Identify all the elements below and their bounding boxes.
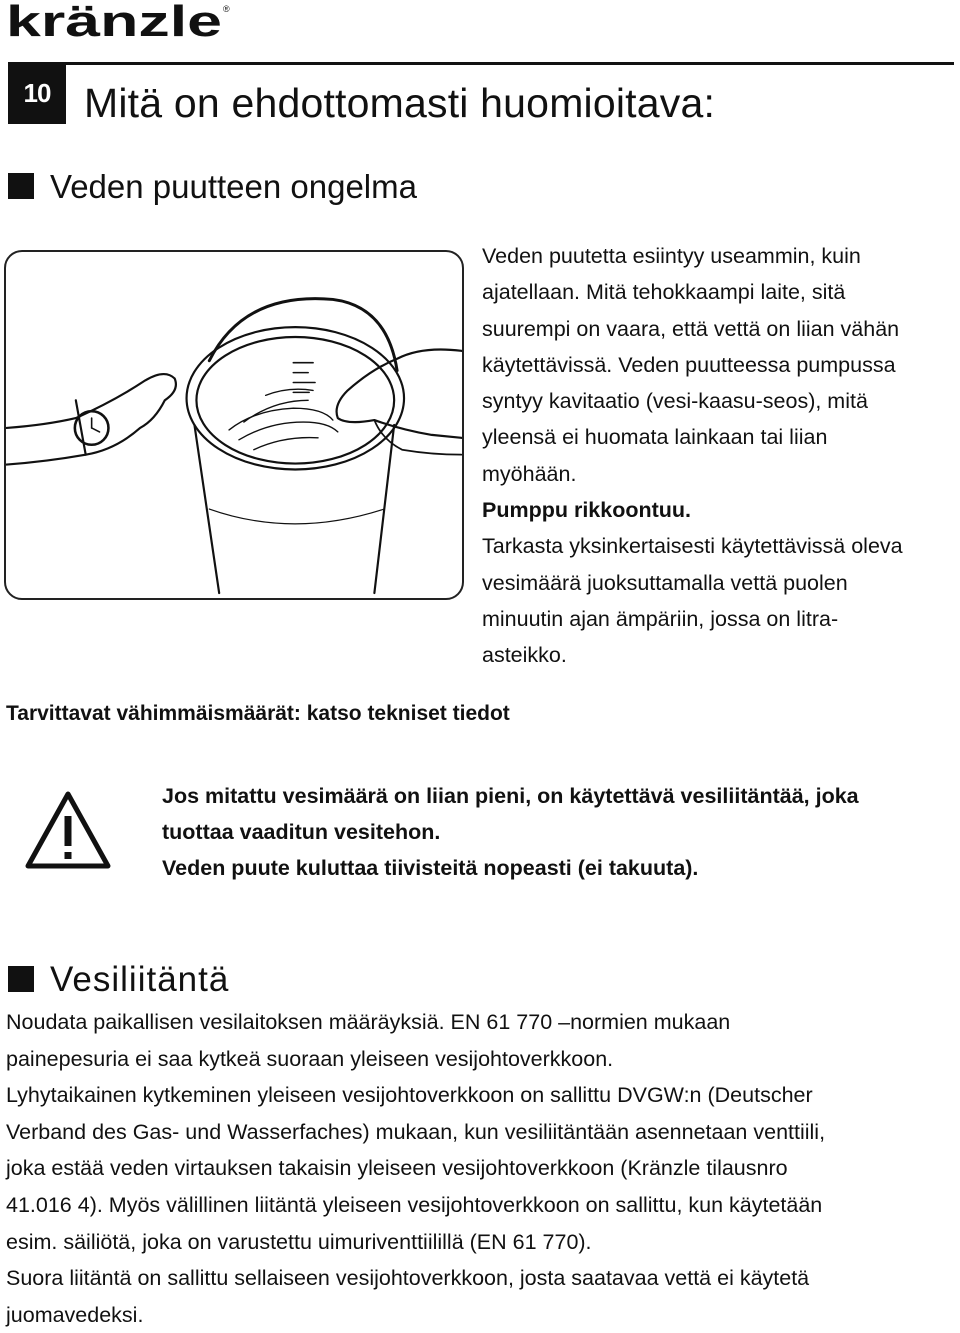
warning-line: tuottaa vaaditun vesitehon. [162, 820, 441, 844]
connection-line: esim. säiliötä, joka on varustettu uimuriventtiilillä (EN 61 770). [6, 1229, 592, 1254]
shortage-line: syntyy kavitaatio (vesi-kaasu-seos), mitä [482, 389, 868, 414]
water-swirl [229, 389, 338, 450]
connection-line: painepesuria ei saa kytkeä suoraan yleiseen vesijohtoverkkoon. [6, 1046, 614, 1071]
water-connection-text [6, 1004, 954, 1333]
warning-line: Veden puute kuluttaa tiivisteitä nopeasti (ei takuuta). [162, 856, 699, 880]
connection-line: 41.016 4). Myös välillinen liitäntä yleiseen vesijohtoverkkoon on sallittu, kun käytetään [6, 1192, 823, 1217]
pump-damage-warning: Pumppu rikkoontuu. [482, 498, 692, 523]
bucket-body [194, 425, 394, 593]
connection-line: Suora liitäntä on sallittu sellaiseen vesijohtoverkkoon, josta saatavaa vettä ei käytetä [6, 1266, 810, 1291]
connection-line: Noudata paikallisen vesilaitoksen määräyksiä. EN 61 770 –normien mukaan [6, 1010, 731, 1034]
bucket-handle [209, 299, 397, 371]
section-heading-water-shortage: Veden puutteen ongelma [50, 168, 417, 205]
page-number: 10 [8, 62, 66, 124]
section-heading-water-connection: Vesiliitäntä [50, 960, 230, 999]
connection-line: juomavedeksi. [6, 1302, 144, 1327]
bucket-rim-outer [187, 327, 404, 469]
instruction-line: Tarkasta yksinkertaisesti käytettävissä oleva [482, 534, 903, 559]
section-bullet-icon [8, 966, 34, 992]
connection-line: Lyhytaikainen kytkeminen yleiseen vesijohtoverkkoon on sallittu DVGW:n (Deutscher [6, 1083, 813, 1108]
instruction-line: vesimäärä juoksuttamalla vettä puolen [482, 570, 848, 595]
bucket-rim-inner [196, 337, 394, 464]
bucket-test-illustration [4, 250, 464, 600]
shortage-line: suurempi on vaara, että vettä on liian vähän [482, 316, 900, 341]
warning-triangle-icon [24, 790, 112, 870]
shortage-line: yleensä ei huomata lainkaan tai liian [482, 425, 828, 450]
shortage-line: ajatellaan. Mitä tehokkaampi laite, sitä [482, 280, 846, 305]
litre-scale-marks [293, 363, 315, 393]
instruction-line: minuutin ajan ämpäriin, jossa on litra- [482, 606, 839, 631]
logo-text: kränzle [6, 2, 222, 40]
shortage-line: myöhään. [482, 461, 577, 486]
instruction-line: asteikko. [482, 643, 567, 668]
bucket-body-shade [209, 509, 384, 524]
minimum-requirements-note: Tarvittavat vähimmäismäärät: katso tekniset tiedot [6, 702, 510, 725]
registered-mark: ® [223, 4, 230, 14]
section-bullet-icon [8, 173, 34, 199]
shortage-line: käytettävissä. Veden puutteessa pumpussa [482, 352, 896, 377]
water-shortage-text [482, 238, 956, 674]
connection-line: Verband des Gas- und Wasserfaches) mukaan, kun vesiliitäntään asennetaan venttiili, [6, 1119, 826, 1144]
pointing-hand [337, 349, 462, 437]
header-rule [8, 62, 954, 65]
kranzle-logo [6, 2, 232, 40]
connection-line: joka estää veden virtauksen takaisin yleiseen vesijohtoverkkoon (Kränzle tilausnro [6, 1156, 788, 1181]
water-shortage-warning [162, 778, 952, 886]
warning-line: Jos mitattu vesimäärä on liian pieni, on käytettävä vesiliitäntää, joka [162, 784, 859, 808]
watch-strap [76, 400, 86, 454]
page-title: Mitä on ehdottomasti huomioitava: [84, 80, 716, 126]
shortage-line: Veden puutetta esiintyy useammin, kuin [482, 244, 861, 268]
